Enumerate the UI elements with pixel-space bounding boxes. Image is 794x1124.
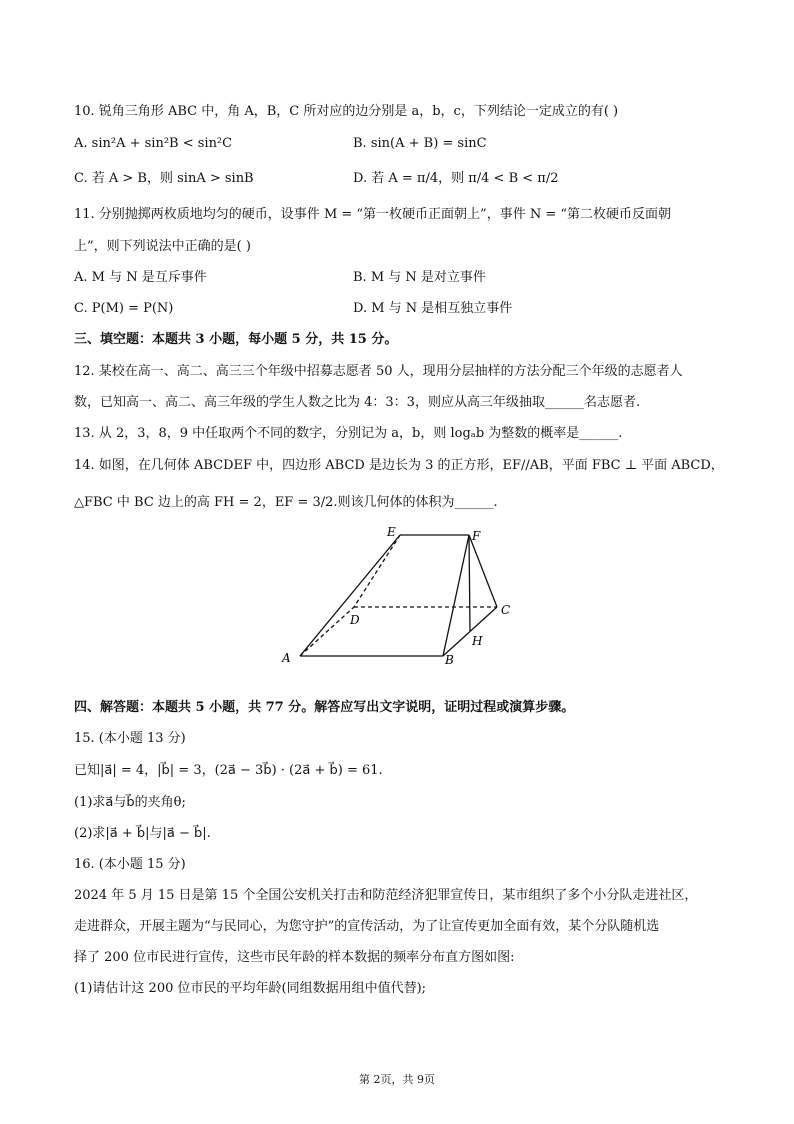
- q11-stem-line1: 11. 分别抛掷两枚质地均匀的硬币，设事件 M = “第一枚硬币正面朝上”，事件 N = “第二枚硬币反面朝: [74, 207, 672, 222]
- q12-line1: 12. 某校在高一、高二、高三三个年级中招募志愿者 50 人，现用分层抽样的方法分配三个年级的志愿者人: [74, 364, 683, 379]
- edge-fc: [469, 535, 497, 607]
- question-13: 13. 从 2，3，8，9 中任取两个不同的数字，分别记为 a，b，则 logₐb 为整数的概率是______.: [74, 426, 623, 441]
- q10-option-c: C. 若 A > B，则 sinA > sinB: [74, 171, 254, 186]
- q10-stem: 10. 锐角三角形 ABC 中，角 A，B，C 所对应的边分别是 a，b，c，下列结论一定成立的有( ): [74, 104, 619, 119]
- q15-title: 15. (本小题 13 分): [74, 731, 186, 746]
- q14-line1: 14. 如图，在几何体 ABCDEF 中，四边形 ABCD 是边长为 3 的正方形，EF//AB，平面 FBC ⊥ 平面 ABCD，: [74, 458, 724, 473]
- q16-line3: 择了 200 位市民进行宣传，这些市民年龄的样本数据的频率分布直方图如图:: [74, 950, 515, 965]
- q16-line2: 走进群众，开展主题为“与民同心，为您守护”的宣传活动，为了让宣传更加全面有效，某个分队随机选: [74, 919, 660, 934]
- label-e: E: [387, 525, 396, 539]
- q11-option-b: B. M 与 N 是对立事件: [353, 270, 486, 285]
- q11-option-d: D. M 与 N 是相互独立事件: [353, 301, 513, 316]
- q12-line2: 数，已知高一、高二、高三年级的学生人数之比为 4：3：3，则应从高三年级抽取______名志愿者.: [74, 395, 641, 410]
- q16-line1: 2024 年 5 月 15 日是第 15 个全国公安机关打击和防范经济犯罪宣传日，某市组织了多个小分队走进社区，: [74, 888, 698, 903]
- q15-part2: (2)求|a⃗ + b⃗|与|a⃗ − b⃗|.: [74, 826, 211, 841]
- label-a: A: [282, 651, 291, 665]
- geometry-figure: [280, 525, 520, 670]
- section-3-heading: 三、填空题：本题共 3 小题，每小题 5 分，共 15 分。: [74, 332, 398, 347]
- page-footer: 第 2页，共 9页: [359, 1073, 435, 1086]
- label-c: C: [501, 603, 511, 617]
- q11-option-c: C. P(M) = P(N): [74, 301, 174, 316]
- edge-ad: [300, 607, 354, 656]
- q15-part1: (1)求a⃗与b⃗的夹角θ;: [74, 795, 186, 810]
- label-h: H: [472, 634, 483, 648]
- section-4-heading: 四、解答题：本题共 5 小题，共 77 分。解答应写出文字说明，证明过程或演算步骤。: [74, 700, 575, 715]
- q10-option-b: B. sin(A + B) = sinC: [353, 136, 487, 151]
- label-b: B: [445, 653, 454, 667]
- q11-option-a: A. M 与 N 是互斥事件: [74, 270, 207, 285]
- label-d: D: [350, 613, 360, 627]
- edge-ed: [354, 535, 400, 607]
- q10-option-a: A. sin²A + sin²B < sin²C: [74, 136, 233, 151]
- q10-option-d: D. 若 A = π/4，则 π/4 < B < π/2: [353, 171, 559, 186]
- q11-stem-line2: 上”，则下列说法中正确的是( ): [74, 239, 251, 254]
- label-f: F: [472, 529, 481, 543]
- edge-fh: [469, 535, 470, 631]
- edge-fb: [443, 535, 469, 656]
- q14-line2: △FBC 中 BC 边上的高 FH = 2，EF = 3/2.则该几何体的体积为______.: [74, 495, 498, 510]
- q15-given: 已知|a⃗| = 4，|b⃗| = 3，(2a⃗ − 3b⃗) · (2a⃗ + b⃗) = 61.: [74, 763, 383, 778]
- edge-ae: [300, 535, 400, 656]
- q16-part1: (1)请估计这 200 位市民的平均年龄(同组数据用组中值代替);: [74, 981, 427, 996]
- q16-title: 16. (本小题 15 分): [74, 857, 186, 872]
